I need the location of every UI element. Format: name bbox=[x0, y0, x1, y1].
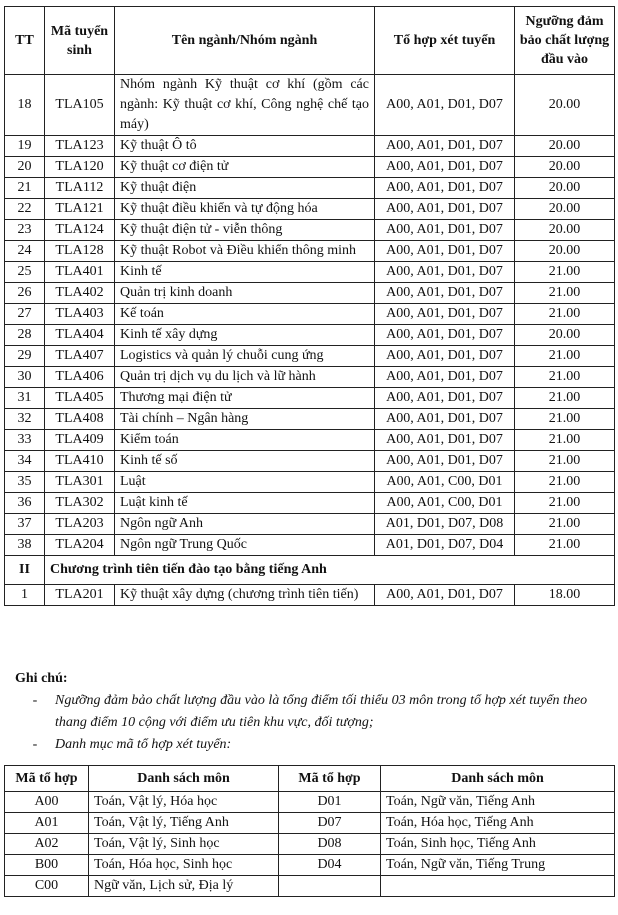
row-name: Kỹ thuật xây dựng (chương trình tiên tiến) bbox=[115, 585, 375, 606]
row-code: TLA301 bbox=[45, 472, 115, 493]
notes-title: Ghi chú: bbox=[15, 671, 68, 686]
row-score: 21.00 bbox=[515, 409, 615, 430]
row-name: Quản trị dịch vụ du lịch và lữ hành bbox=[115, 367, 375, 388]
row-score: 21.00 bbox=[515, 262, 615, 283]
row-name: Kinh tế bbox=[115, 262, 375, 283]
row-score: 21.00 bbox=[515, 451, 615, 472]
row-name: Kỹ thuật Robot và Điều khiển thông minh bbox=[115, 241, 375, 262]
table-row bbox=[5, 472, 615, 493]
admission-table-body bbox=[5, 75, 615, 606]
combo-row bbox=[5, 792, 615, 813]
row-combos: A00, A01, D01, D07 bbox=[375, 451, 515, 472]
table-row bbox=[5, 157, 615, 178]
row-combos: A00, A01, D01, D07 bbox=[375, 283, 515, 304]
table-row bbox=[5, 325, 615, 346]
table-row bbox=[5, 262, 615, 283]
row-score: 20.00 bbox=[515, 75, 615, 136]
combo-row bbox=[5, 813, 615, 834]
row-tt: 25 bbox=[5, 262, 45, 283]
row-combos: A00, A01, D01, D07 bbox=[375, 430, 515, 451]
row-combos: A00, A01, D01, D07 bbox=[375, 178, 515, 199]
row-score: 21.00 bbox=[515, 430, 615, 451]
row-combos: A00, A01, D01, D07 bbox=[375, 388, 515, 409]
note-text: Ngưỡng đảm bảo chất lượng đầu vào là tổng điểm tối thiểu 03 môn trong tổ hợp xét tuyển theo thang điểm 10 cộng với điểm ưu tiên khu vực, đối tượng; bbox=[55, 693, 588, 730]
note-bullet: - bbox=[32, 693, 38, 708]
combo-code: A02 bbox=[5, 834, 89, 855]
row-code: TLA403 bbox=[45, 304, 115, 325]
header-score: Ngưỡng đảm bảo chất lượng đầu vào bbox=[515, 7, 615, 75]
combo-subjects bbox=[381, 876, 615, 897]
table-row bbox=[5, 367, 615, 388]
row-score: 20.00 bbox=[515, 178, 615, 199]
row-score: 21.00 bbox=[515, 283, 615, 304]
row-score: 18.00 bbox=[515, 585, 615, 606]
row-score: 21.00 bbox=[515, 493, 615, 514]
row-code: TLA405 bbox=[45, 388, 115, 409]
row-name: Tài chính – Ngân hàng bbox=[115, 409, 375, 430]
row-score: 21.00 bbox=[515, 514, 615, 535]
row-tt: 23 bbox=[5, 220, 45, 241]
row-combos: A00, A01, D01, D07 bbox=[375, 585, 515, 606]
row-name: Luật bbox=[115, 472, 375, 493]
row-score: 20.00 bbox=[515, 199, 615, 220]
combo-table-header bbox=[5, 766, 615, 792]
row-code: TLA402 bbox=[45, 283, 115, 304]
note-item bbox=[15, 690, 605, 734]
row-name: Thương mại điện tử bbox=[115, 388, 375, 409]
row-name: Nhóm ngành Kỹ thuật cơ khí (gồm các ngành: Kỹ thuật cơ khí, Công nghệ chế tạo máy) bbox=[115, 75, 375, 136]
header-code: Mã tuyển sinh bbox=[45, 7, 115, 75]
row-combos: A00, A01, C00, D01 bbox=[375, 472, 515, 493]
table-row bbox=[5, 283, 615, 304]
combo-code: D07 bbox=[279, 813, 381, 834]
combo-header-code: Mã tổ hợp bbox=[279, 766, 381, 792]
row-tt: 1 bbox=[5, 585, 45, 606]
row-name: Kế toán bbox=[115, 304, 375, 325]
row-code: TLA121 bbox=[45, 199, 115, 220]
combo-subjects: Toán, Hóa học, Sinh học bbox=[89, 855, 279, 876]
row-name: Kỹ thuật cơ điện tử bbox=[115, 157, 375, 178]
row-code: TLA123 bbox=[45, 136, 115, 157]
row-code: TLA112 bbox=[45, 178, 115, 199]
row-combos: A01, D01, D07, D04 bbox=[375, 535, 515, 556]
row-code: TLA401 bbox=[45, 262, 115, 283]
row-name: Kỹ thuật điện bbox=[115, 178, 375, 199]
row-tt: 22 bbox=[5, 199, 45, 220]
row-name: Ngôn ngữ Trung Quốc bbox=[115, 535, 375, 556]
row-combos: A00, A01, D01, D07 bbox=[375, 157, 515, 178]
combo-code: C00 bbox=[5, 876, 89, 897]
row-code: TLA105 bbox=[45, 75, 115, 136]
row-score: 20.00 bbox=[515, 136, 615, 157]
table-row bbox=[5, 388, 615, 409]
table-row bbox=[5, 304, 615, 325]
row-score: 21.00 bbox=[515, 535, 615, 556]
row-score: 21.00 bbox=[515, 346, 615, 367]
table-row bbox=[5, 409, 615, 430]
row-tt: 36 bbox=[5, 493, 45, 514]
row-code: TLA203 bbox=[45, 514, 115, 535]
combo-subjects: Toán, Ngữ văn, Tiếng Trung bbox=[381, 855, 615, 876]
row-combos: A00, A01, D01, D07 bbox=[375, 136, 515, 157]
row-tt: 35 bbox=[5, 472, 45, 493]
row-tt: 24 bbox=[5, 241, 45, 262]
row-combos: A00, A01, D01, D07 bbox=[375, 262, 515, 283]
table-row bbox=[5, 430, 615, 451]
combo-subjects: Toán, Ngữ văn, Tiếng Anh bbox=[381, 792, 615, 813]
table-row bbox=[5, 199, 615, 220]
notes-section bbox=[15, 668, 605, 756]
table-row bbox=[5, 241, 615, 262]
section-number: II bbox=[5, 556, 45, 585]
row-combos: A00, A01, D01, D07 bbox=[375, 220, 515, 241]
row-name: Kinh tế xây dựng bbox=[115, 325, 375, 346]
row-name: Kinh tế số bbox=[115, 451, 375, 472]
combo-subjects: Ngữ văn, Lịch sử, Địa lý bbox=[89, 876, 279, 897]
row-name: Kỹ thuật Ô tô bbox=[115, 136, 375, 157]
table-row bbox=[5, 178, 615, 199]
row-name: Logistics và quản lý chuỗi cung ứng bbox=[115, 346, 375, 367]
row-code: TLA120 bbox=[45, 157, 115, 178]
combo-subjects: Toán, Vật lý, Sinh học bbox=[89, 834, 279, 855]
row-score: 20.00 bbox=[515, 241, 615, 262]
table-row bbox=[5, 220, 615, 241]
row-score: 20.00 bbox=[515, 325, 615, 346]
combo-code: A00 bbox=[5, 792, 89, 813]
row-code: TLA128 bbox=[45, 241, 115, 262]
row-code: TLA404 bbox=[45, 325, 115, 346]
combo-code bbox=[279, 876, 381, 897]
row-combos: A00, A01, D01, D07 bbox=[375, 367, 515, 388]
row-tt: 30 bbox=[5, 367, 45, 388]
header-combos: Tổ hợp xét tuyển bbox=[375, 7, 515, 75]
combo-header-subjects: Danh sách môn bbox=[89, 766, 279, 792]
row-tt: 27 bbox=[5, 304, 45, 325]
row-tt: 37 bbox=[5, 514, 45, 535]
row-code: TLA410 bbox=[45, 451, 115, 472]
table-row bbox=[5, 514, 615, 535]
row-name: Ngôn ngữ Anh bbox=[115, 514, 375, 535]
row-name: Kỹ thuật điều khiển và tự động hóa bbox=[115, 199, 375, 220]
row-score: 21.00 bbox=[515, 388, 615, 409]
row-score: 20.00 bbox=[515, 157, 615, 178]
row-tt: 34 bbox=[5, 451, 45, 472]
combo-code: D04 bbox=[279, 855, 381, 876]
row-tt: 32 bbox=[5, 409, 45, 430]
admission-table-header bbox=[5, 7, 615, 75]
row-combos: A00, A01, D01, D07 bbox=[375, 304, 515, 325]
table-row bbox=[5, 136, 615, 157]
admission-table bbox=[4, 6, 615, 606]
row-combos: A00, A01, C00, D01 bbox=[375, 493, 515, 514]
combo-subjects: Toán, Vật lý, Tiếng Anh bbox=[89, 813, 279, 834]
combo-code: D01 bbox=[279, 792, 381, 813]
row-code: TLA406 bbox=[45, 367, 115, 388]
row-code: TLA124 bbox=[45, 220, 115, 241]
row-code: TLA409 bbox=[45, 430, 115, 451]
combo-row bbox=[5, 834, 615, 855]
section-title: Chương trình tiên tiến đào tạo bằng tiếng Anh bbox=[45, 556, 615, 585]
header-name: Tên ngành/Nhóm ngành bbox=[115, 7, 375, 75]
row-name: Quản trị kinh doanh bbox=[115, 283, 375, 304]
combo-row bbox=[5, 855, 615, 876]
table-row bbox=[5, 346, 615, 367]
row-combos: A00, A01, D01, D07 bbox=[375, 325, 515, 346]
table-row bbox=[5, 75, 615, 136]
row-name: Kiểm toán bbox=[115, 430, 375, 451]
row-tt: 18 bbox=[5, 75, 45, 136]
row-combos: A00, A01, D01, D07 bbox=[375, 241, 515, 262]
row-tt: 21 bbox=[5, 178, 45, 199]
row-code: TLA302 bbox=[45, 493, 115, 514]
row-tt: 38 bbox=[5, 535, 45, 556]
combo-header-subjects: Danh sách môn bbox=[381, 766, 615, 792]
header-tt: TT bbox=[5, 7, 45, 75]
row-tt: 29 bbox=[5, 346, 45, 367]
row-tt: 20 bbox=[5, 157, 45, 178]
note-bullet: - bbox=[32, 737, 38, 752]
row-name: Kỹ thuật điện tử - viễn thông bbox=[115, 220, 375, 241]
row-score: 21.00 bbox=[515, 472, 615, 493]
combo-code: D08 bbox=[279, 834, 381, 855]
note-text: Danh mục mã tổ hợp xét tuyển: bbox=[55, 737, 232, 752]
combo-code: B00 bbox=[5, 855, 89, 876]
combo-table-body bbox=[5, 792, 615, 897]
row-combos: A00, A01, D01, D07 bbox=[375, 75, 515, 136]
combo-header-code: Mã tổ hợp bbox=[5, 766, 89, 792]
row-score: 21.00 bbox=[515, 304, 615, 325]
row-score: 20.00 bbox=[515, 220, 615, 241]
section-row bbox=[5, 556, 615, 585]
row-tt: 31 bbox=[5, 388, 45, 409]
row-tt: 19 bbox=[5, 136, 45, 157]
row-code: TLA407 bbox=[45, 346, 115, 367]
row-score: 21.00 bbox=[515, 367, 615, 388]
row-code: TLA204 bbox=[45, 535, 115, 556]
table-row bbox=[5, 585, 615, 606]
row-tt: 26 bbox=[5, 283, 45, 304]
row-tt: 28 bbox=[5, 325, 45, 346]
table-row bbox=[5, 535, 615, 556]
combo-subjects: Toán, Sinh học, Tiếng Anh bbox=[381, 834, 615, 855]
combo-subjects: Toán, Vật lý, Hóa học bbox=[89, 792, 279, 813]
combo-code: A01 bbox=[5, 813, 89, 834]
row-code: TLA408 bbox=[45, 409, 115, 430]
combo-table bbox=[4, 765, 615, 897]
table-row bbox=[5, 451, 615, 472]
row-combos: A00, A01, D01, D07 bbox=[375, 409, 515, 430]
combo-row bbox=[5, 876, 615, 897]
row-code: TLA201 bbox=[45, 585, 115, 606]
note-item bbox=[15, 734, 605, 756]
row-combos: A01, D01, D07, D08 bbox=[375, 514, 515, 535]
row-combos: A00, A01, D01, D07 bbox=[375, 199, 515, 220]
row-combos: A00, A01, D01, D07 bbox=[375, 346, 515, 367]
row-tt: 33 bbox=[5, 430, 45, 451]
row-name: Luật kinh tế bbox=[115, 493, 375, 514]
table-row bbox=[5, 493, 615, 514]
combo-subjects: Toán, Hóa học, Tiếng Anh bbox=[381, 813, 615, 834]
